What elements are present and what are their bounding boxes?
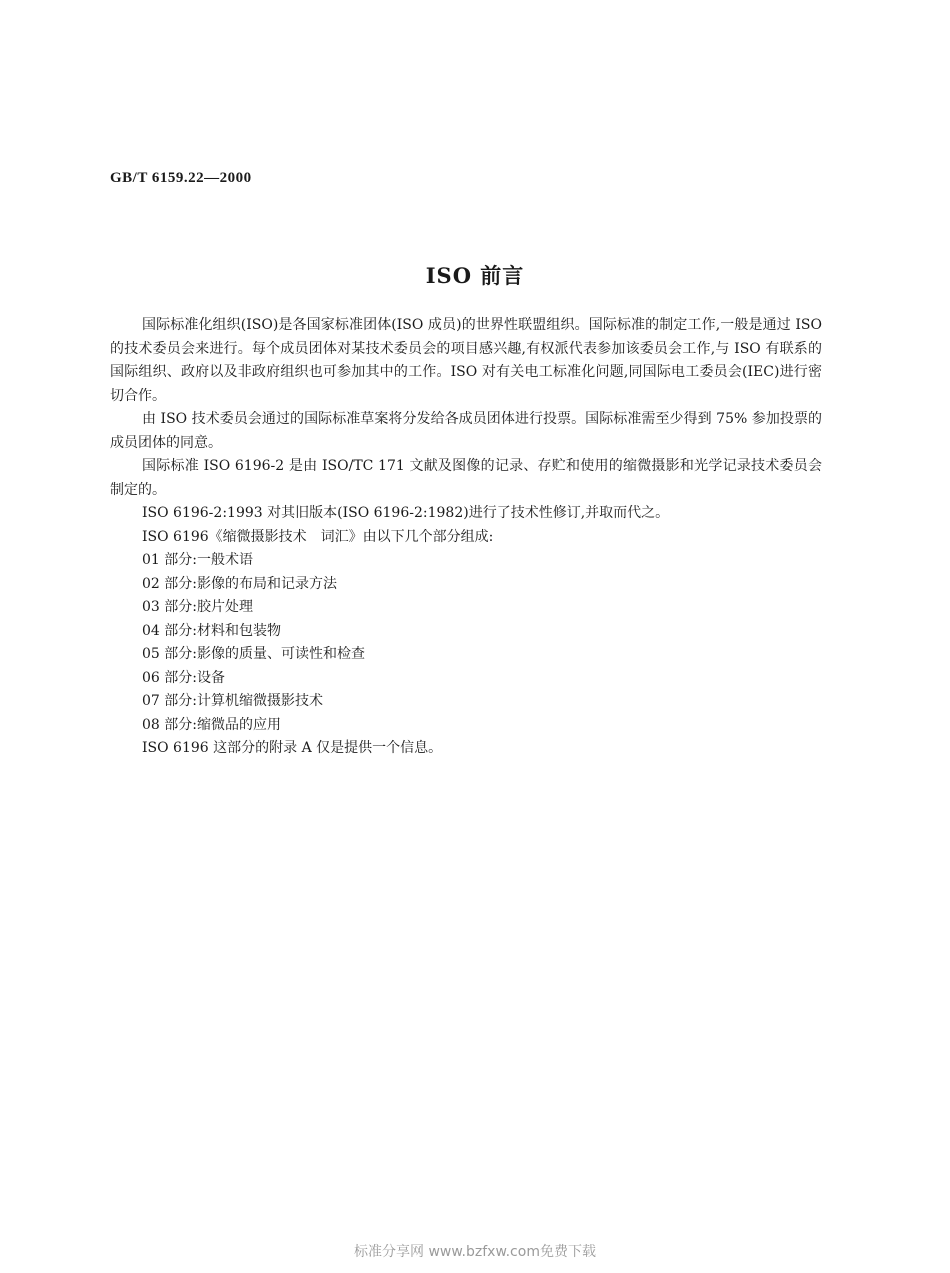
list-item: 01 部分:一般术语 — [142, 552, 253, 568]
parts-list — [110, 549, 822, 737]
paragraph-revision: ISO 6196-2:1993 对其旧版本(ISO 6196-2:1982)进行了技术性修订,并取而代之。 — [142, 505, 670, 521]
standard-number: GB/T 6159.22—2000 — [110, 170, 252, 186]
list-item: 06 部分:设备 — [142, 669, 225, 686]
paragraph-committee: 国际标准 ISO 6196-2 是由 ISO/TC 171 文献及图像的记录、存贮和使用的缩微摄影和光学记录技术委员会制定的。 — [110, 458, 822, 498]
page-title: ISO 前言 — [425, 263, 525, 288]
footer-watermark: 标准分享网 www.bzfxw.com免费下载 — [354, 1244, 596, 1260]
paragraph-annex-note: ISO 6196 这部分的附录 A 仅是提供一个信息。 — [142, 740, 443, 756]
list-item: 03 部分:胶片处理 — [142, 599, 253, 615]
paragraph-parts-intro: ISO 6196《缩微摄影技术 词汇》由以下几个部分组成: — [142, 528, 494, 545]
list-item: 02 部分:影像的布局和记录方法 — [142, 575, 337, 592]
document-body — [110, 314, 822, 761]
list-item: 07 部分:计算机缩微摄影技术 — [142, 693, 323, 709]
list-item: 08 部分:缩微品的应用 — [142, 716, 281, 733]
list-item: 05 部分:影像的质量、可读性和检查 — [142, 646, 365, 662]
paragraph-iso-intro: 国际标准化组织(ISO)是各国家标准团体(ISO 成员)的世界性联盟组织。国际标准的制定工作,一般是通过 ISO 的技术委员会来进行。每个成员团体对某技术委员会的项目感兴趣,有权派代表参加该委员会工作,与 ISO 有联系的国际组织、政府以及非政府组织也可参加其中的工作。ISO 对有关电工标准化问题,同国际电工委员会(IEC)进行密切合作。 — [110, 317, 822, 404]
list-item: 04 部分:材料和包装物 — [142, 622, 281, 639]
paragraph-voting: 由 ISO 技术委员会通过的国际标准草案将分发给各成员团体进行投票。国际标准需至少得到 75% 参加投票的成员团体的同意。 — [110, 411, 822, 451]
